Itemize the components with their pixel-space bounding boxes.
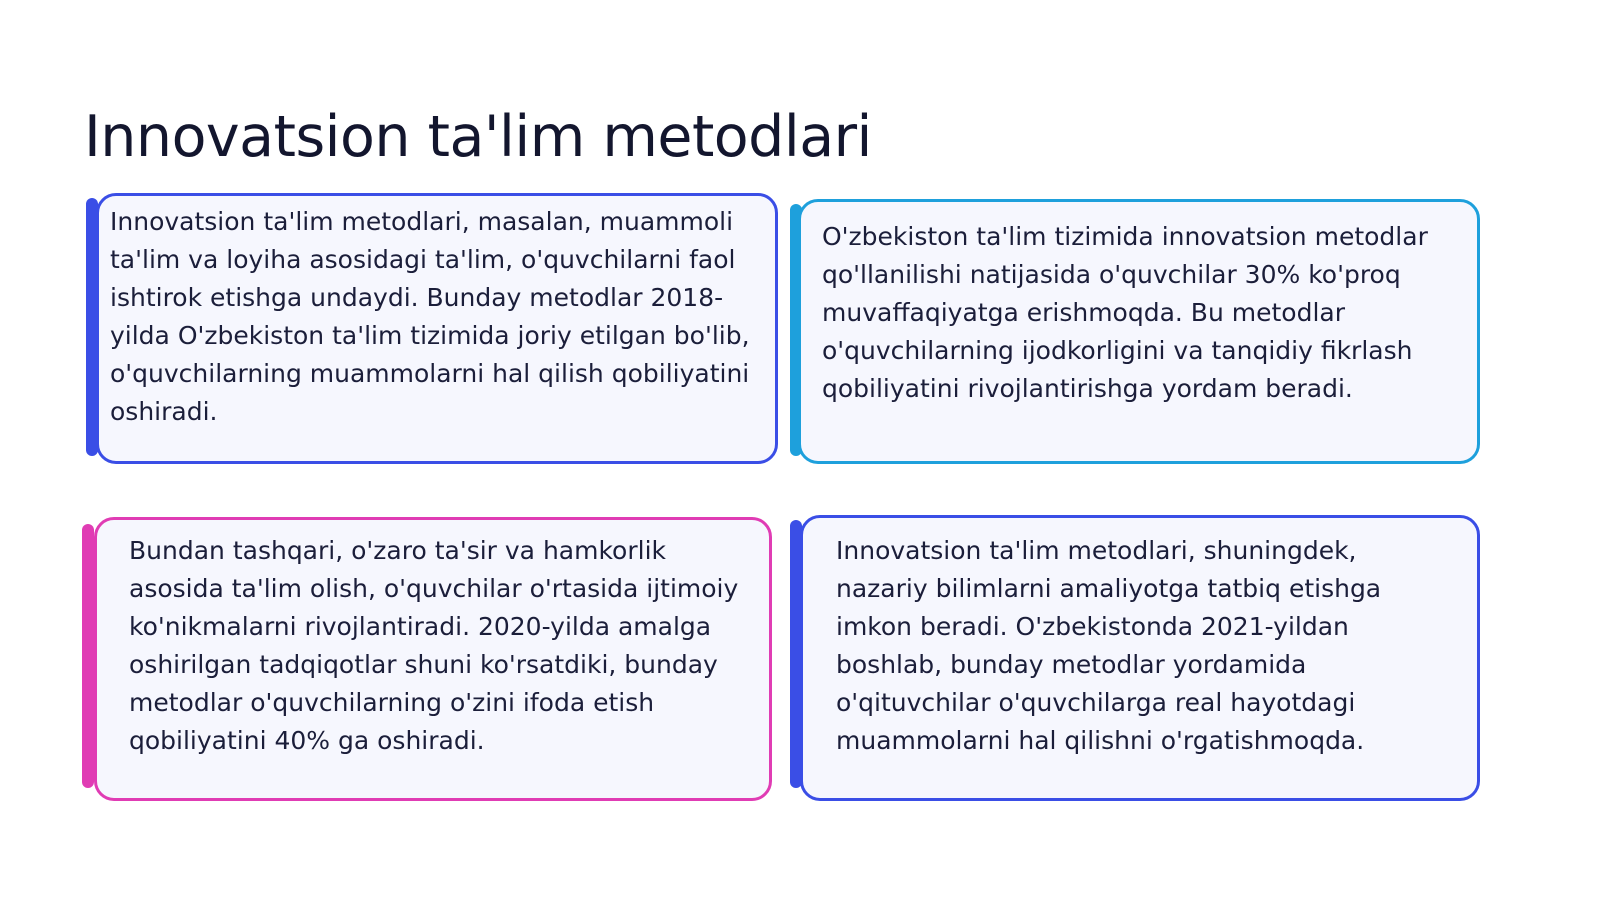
slide-title: Innovatsion ta'lim metodlari bbox=[84, 104, 872, 170]
card-3-text: Bundan tashqari, o'zaro ta'sir va hamkorlik asosida ta'lim olish, o'quvchilar o'rtasida ijtimoiy ko'nikmalarni rivojlantiradi. 2020-yilda amalga oshirilgan tadqiqotlar shuni ko'rsatdiki, bunday metodlar o'quvchilarning o'zini ifoda etish qobiliyatini 40% ga oshiradi. bbox=[129, 536, 739, 755]
card-1-text: Innovatsion ta'lim metodlari, masalan, muammoli ta'lim va loyiha asosidagi ta'lim, o'quvchilarni faol ishtirok etishga undaydi. Bunday metodlar 2018-yilda O'zbekiston ta'lim tizimida joriy etilgan bo'lib, o'quvchilarning muammolarni hal qilish qobiliyatini oshiradi. bbox=[110, 207, 750, 426]
card-4-text: Innovatsion ta'lim metodlari, shuningdek, nazariy bilimlarni amaliyotga tatbiq etishga imkon beradi. O'zbekistonda 2021-yildan boshlab, bunday metodlar yordamida o'qituvchilar o'quvchilarga real hayotdagi muammolarni hal qilishni o'rgatishmoqda. bbox=[836, 536, 1382, 755]
card-3-accent-bar bbox=[82, 524, 94, 788]
card-2-text: O'zbekiston ta'lim tizimida innovatsion metodlar qo'llanilishi natijasida o'quvchilar 30% ko'proq muvaffaqiyatga erishmoqda. Bu metodlar o'quvchilarning ijodkorligini va tanqidiy fikrlash qobiliyatini rivojlantirishga yordam beradi. bbox=[822, 222, 1428, 403]
